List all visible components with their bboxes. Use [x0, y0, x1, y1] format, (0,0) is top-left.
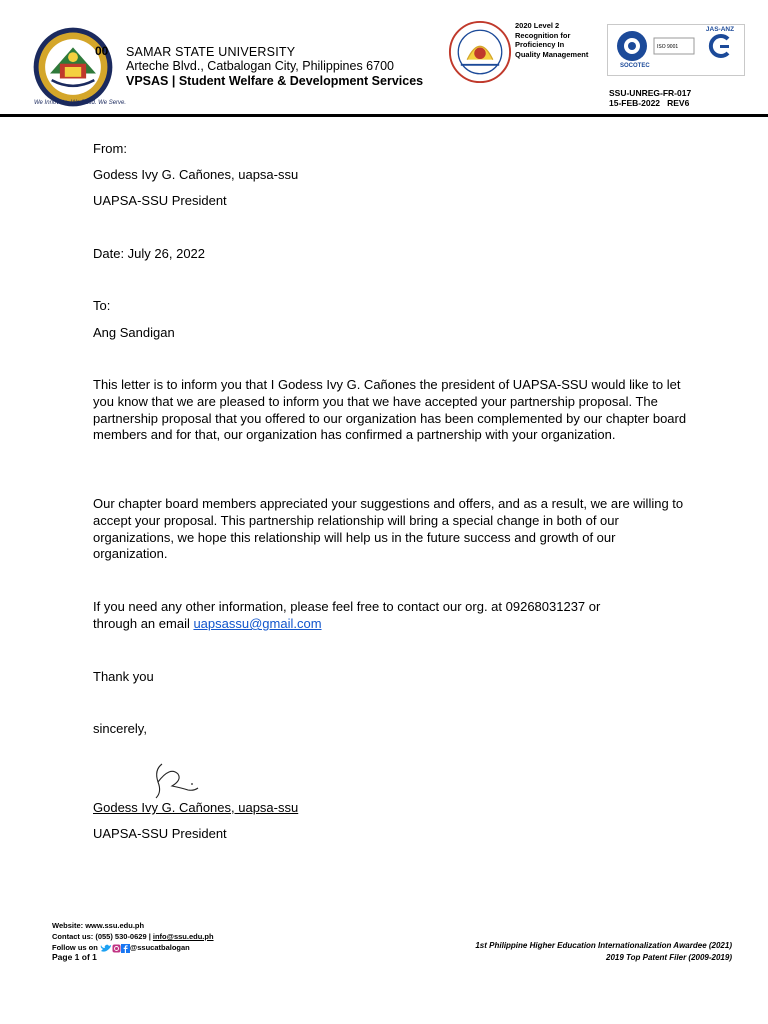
award-patent: 2019 Top Patent Filer (2009-2019)	[606, 953, 732, 962]
facebook-icon[interactable]	[121, 944, 130, 953]
socotec-label: SOCOTEC	[620, 63, 650, 69]
to-label: To:	[93, 298, 111, 313]
signatory-name: Godess Ivy G. Cañones, uapsa-ssu	[93, 800, 299, 815]
from-title: UAPSA-SSU President	[93, 193, 227, 208]
paragraph-contact-line2	[93, 616, 322, 633]
to-name: Ang Sandigan	[93, 325, 175, 340]
form-revision: 15-FEB-2022 REV6	[609, 98, 690, 108]
thank-you: Thank you	[93, 669, 154, 684]
jas-anz-mark-icon	[707, 33, 733, 59]
footer-email-link[interactable]: info@ssu.edu.ph	[152, 932, 214, 941]
jas-anz-label: JAS-ANZ	[705, 26, 735, 33]
paragraph-appreciation: Our chapter board members appreciated your suggestions and offers, and as a result, we are willing to accept your proposal. This partnership relationship will bring a special change in both of our organizations, we hope this relationship will help us in the future success and growth of our organization.	[93, 496, 684, 562]
social-handle: @ssucatbalogan	[129, 943, 190, 952]
paragraph-acceptance: This letter is to inform you that I Godess Ivy G. Cañones the president of UAPSA-SSU would like to let you know that we are pleased to inform you that we have accepted your partnership proposal. The partnership proposal that you offered to our organization has been complemented by our chapter board members and for that, our organization has confirmed a partnership with your organization.	[93, 377, 687, 443]
email-link[interactable]: uapsassu@gmail.com	[193, 616, 322, 631]
award-line: Proficiency In	[515, 40, 565, 50]
page-number: Page 1 of 1	[52, 952, 97, 962]
award-line: Quality Management	[515, 49, 589, 59]
closing: sincerely,	[93, 721, 147, 736]
from-name: Godess Ivy G. Cañones, uapsa-ssu	[93, 167, 299, 182]
university-info	[126, 45, 423, 89]
handwritten-signature	[148, 760, 200, 802]
signatory-title: UAPSA-SSU President	[93, 826, 227, 841]
footer-contact	[52, 920, 214, 953]
footer-awards	[475, 940, 732, 964]
footer-website: Website: www.ssu.edu.ph	[52, 921, 145, 930]
document-code	[609, 88, 691, 108]
university-motto: We Innovate. We Build. We Serve.	[34, 100, 127, 106]
jas-anz-logo	[700, 26, 740, 61]
form-number: SSU-UNREG-FR-017	[609, 88, 692, 98]
office-name: VPSAS | Student Welfare & Development Services	[126, 74, 424, 88]
from-label: From:	[93, 141, 127, 156]
award-internationalization: 1st Philippine Higher Education Internationalization Awardee (2021)	[475, 941, 732, 950]
university-name: SAMAR STATE UNIVERSITY	[126, 45, 296, 59]
header-divider	[0, 114, 768, 117]
letter-date: Date: July 26, 2022	[93, 246, 206, 261]
award-line: 2020 Level 2	[515, 21, 560, 30]
contact-prefix: through an email	[93, 616, 194, 631]
iso-label: ISO 9001	[657, 44, 679, 50]
twitter-icon[interactable]	[100, 944, 112, 953]
footer-contact-line	[52, 931, 214, 942]
university-seal-logo	[32, 26, 114, 108]
quality-award-seal-logo	[448, 20, 512, 84]
seal-number: 00	[95, 44, 109, 58]
university-address: Arteche Blvd., Catbalogan City, Philippines 6700	[126, 59, 394, 73]
award-text	[515, 21, 605, 59]
award-line: Recognition for	[515, 30, 571, 40]
instagram-icon[interactable]	[112, 944, 121, 953]
follow-label: Follow us on	[52, 943, 100, 952]
footer-phone: Contact us: (055) 530-0629 |	[52, 932, 153, 941]
paragraph-contact-line1: If you need any other information, please feel free to contact our org. at 09268031237 or	[93, 599, 601, 614]
